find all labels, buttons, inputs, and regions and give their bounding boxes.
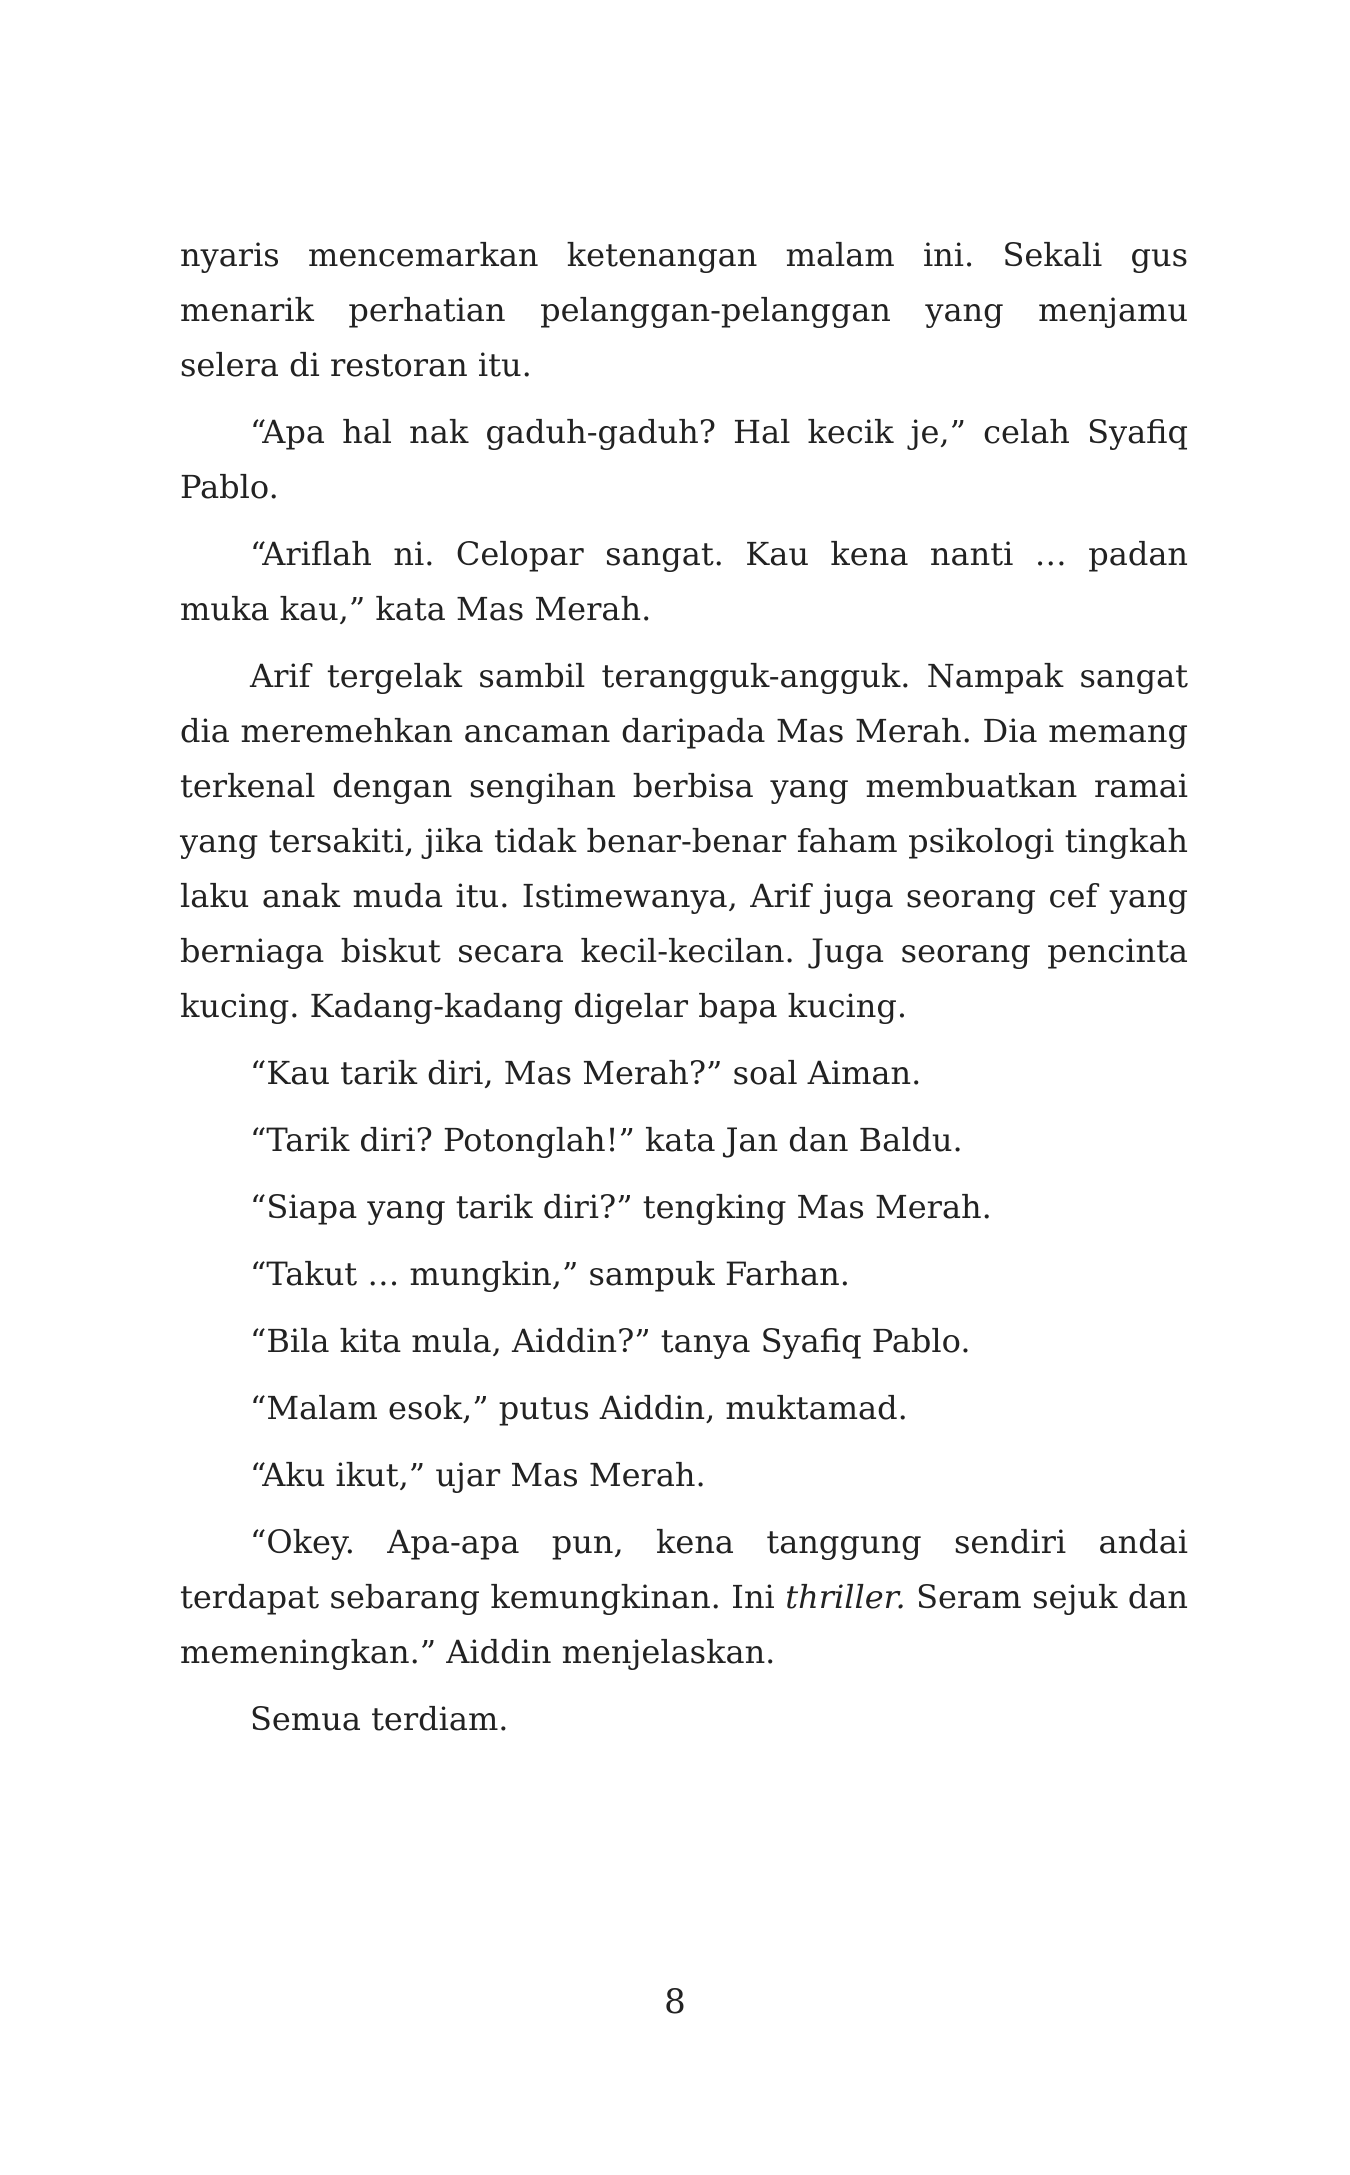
paragraph-dialogue: “Ariflah ni. Celopar sangat. Kau kena nanti … padan muka kau,” kata Mas Merah. <box>180 535 1188 628</box>
paragraph-dialogue: “Siapa yang tarik diri?” tengking Mas Merah. <box>250 1188 992 1226</box>
paragraph-continuation: nyaris mencemarkan ketenangan malam ini. Sekali gus menarik perhatian pelanggan-pelanggan yang menjamu selera di restoran itu. <box>180 236 1188 384</box>
paragraph-dialogue: “Bila kita mula, Aiddin?” tanya Syafiq Pablo. <box>250 1322 971 1360</box>
paragraph-narration: Semua terdiam. <box>250 1700 509 1738</box>
italic-word: thriller. <box>785 1578 906 1616</box>
paragraph-dialogue: “Apa hal nak gaduh-gaduh? Hal kecik je,” celah Syafiq Pablo. <box>180 413 1188 506</box>
paragraph-text-part: Seram sejuk dan memeningkan.” Aiddin menjelaskan. <box>180 1578 1189 1671</box>
paragraph-dialogue: “Tarik diri? Potonglah!” kata Jan dan Baldu. <box>250 1121 963 1159</box>
paragraph-text-part: “Okey. Apa-apa pun, kena tanggung sendiri andai terdapat sebarang kemungkinan. Ini <box>180 1523 1188 1616</box>
paragraph-dialogue: “Kau tarik diri, Mas Merah?” soal Aiman. <box>250 1054 922 1092</box>
paragraph-dialogue: “Aku ikut,” ujar Mas Merah. <box>250 1456 706 1494</box>
paragraph-narration: Arif tergelak sambil terangguk-angguk. Nampak sangat dia meremehkan ancaman daripada Mas Merah. Dia memang terkenal dengan sengihan berbisa yang membuatkan ramai yang tersakiti, jika tidak benar-benar faham psikologi tingkah laku anak muda itu. Istimewanya, Arif juga seorang cef yang berniaga biskut secara kecil-kecilan. Juga seorang pencinta kucing. Kadang-kadang digelar bapa kucing. <box>180 657 1188 1025</box>
paragraph-dialogue <box>180 1515 1188 1680</box>
paragraph-dialogue: “Takut … mungkin,” sampuk Farhan. <box>250 1255 850 1293</box>
body-text <box>180 228 1188 1759</box>
paragraph-dialogue: “Malam esok,” putus Aiddin, muktamad. <box>250 1389 908 1427</box>
page-number: 8 <box>664 1982 686 2022</box>
